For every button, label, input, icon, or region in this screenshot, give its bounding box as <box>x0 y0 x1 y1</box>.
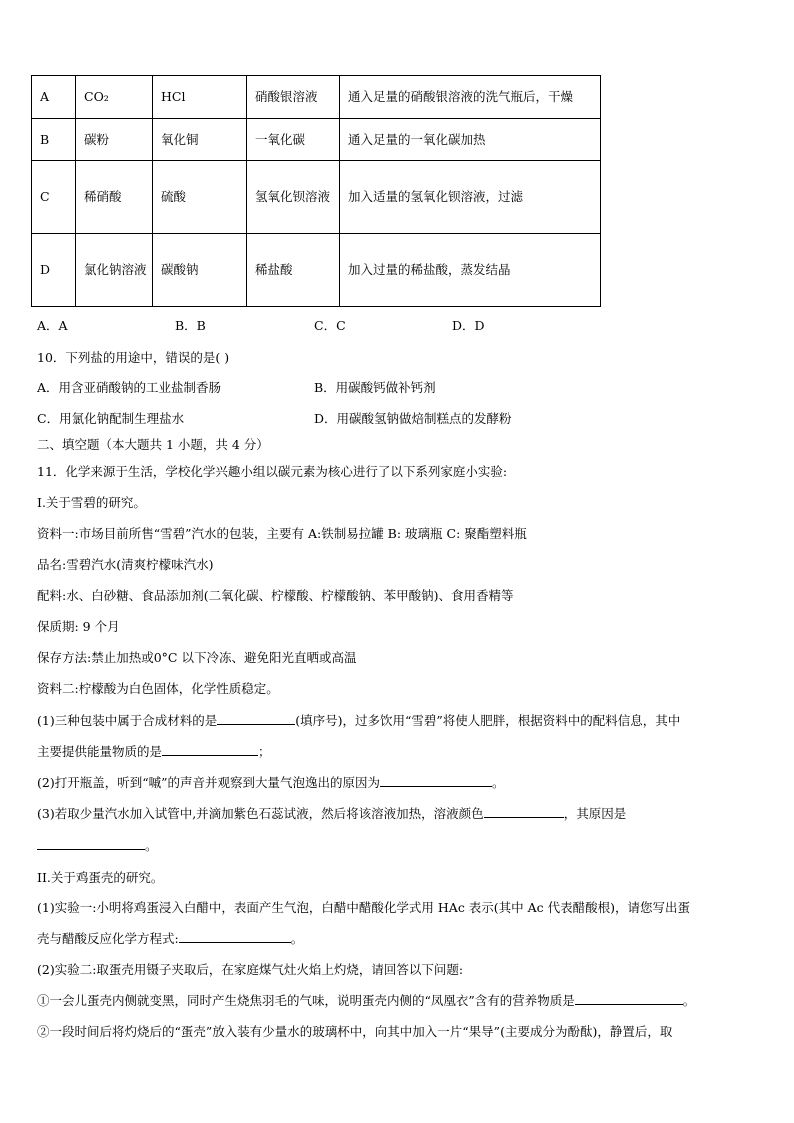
part2-title: II.关于鸡蛋壳的研究。 <box>37 870 164 885</box>
q1-text-a: (1)三种包装中属于合成材料的是 <box>37 713 218 728</box>
q11-part1-q3-cont <box>37 836 158 854</box>
q1-text-d: ； <box>258 744 271 759</box>
e1-text-c: 。 <box>290 931 304 946</box>
q3-text-b: ，其原因是 <box>563 806 627 821</box>
reagent-cell: 硝酸银溶液 <box>247 76 340 119</box>
q3-text-a: (3)若取少量汽水加入试管中,并滴加紫色石蕊试液，然后将该溶液加热，溶液颜色 <box>37 806 484 821</box>
purification-table <box>31 75 601 307</box>
q1-text-b: (填序号)，过多饮用“雪碧”将使人肥胖，根据资料中的配料信息，其中 <box>295 713 681 728</box>
row-label: A <box>32 76 76 119</box>
experiment1-cont <box>37 929 303 947</box>
method-cell: 通入足量的一氧化碳加热 <box>340 119 601 161</box>
answer-blank[interactable] <box>217 712 295 725</box>
impurity-cell: 硫酸 <box>153 161 247 234</box>
q10-stem: 10．下列盐的用途中，错误的是( ) <box>37 350 230 365</box>
q2-text-a: (2)打开瓶盖，听到“嘁”的声音并观察到大量气泡逸出的原因为 <box>37 775 380 790</box>
row-label: C <box>32 161 76 234</box>
answer-blank[interactable] <box>37 837 145 850</box>
method-cell: 通入足量的硝酸银溶液的洗气瓶后，干燥 <box>340 76 601 119</box>
answer-blank[interactable] <box>575 992 683 1005</box>
reagent-cell: 氢氧化钡溶液 <box>247 161 340 234</box>
q1-text-c: 主要提供能量物质的是 <box>37 744 163 759</box>
e2-1-text-a: ①一会儿蛋壳内侧就变黑，同时产生烧焦羽毛的气味，说明蛋壳内侧的“凤凰衣”含有的营养物质是 <box>37 993 575 1008</box>
table-row <box>32 234 601 307</box>
substance-cell: 稀硝酸 <box>76 161 153 234</box>
answer-blank[interactable] <box>484 805 564 818</box>
q10-option-a: A．用含亚硝酸钠的工业盐制香肠 <box>37 380 222 395</box>
answer-blank[interactable] <box>162 743 258 756</box>
impurity-cell: 氧化铜 <box>153 119 247 161</box>
part1-title: I.关于雪碧的研究。 <box>37 495 146 510</box>
q11-stem: 11．化学来源于生活，学校化学兴趣小组以碳元素为核心进行了以下系列家庭小实验: <box>37 464 508 479</box>
method-cell: 加入适量的氢氧化钡溶液，过滤 <box>340 161 601 234</box>
q3-text-c: 。 <box>145 838 158 853</box>
q11-part1-q2 <box>37 773 505 791</box>
q2-text-b: 。 <box>492 775 505 790</box>
reagent-cell: 一氧化碳 <box>247 119 340 161</box>
table-row <box>32 119 601 161</box>
substance-cell: CO₂ <box>76 76 153 119</box>
q11-part1-q3 <box>37 804 626 822</box>
q11-part1-q1 <box>37 711 680 729</box>
answer-blank[interactable] <box>380 774 492 787</box>
q10-option-c: C．用氯化钠配制生理盐水 <box>37 411 185 426</box>
method-cell: 加入过量的稀盐酸，蒸发结晶 <box>340 234 601 307</box>
answer-blank[interactable] <box>179 930 291 943</box>
experiment2-q1 <box>37 991 695 1009</box>
impurity-cell: HCl <box>153 76 247 119</box>
substance-cell: 碳粉 <box>76 119 153 161</box>
row-label: D <box>32 234 76 307</box>
shelf-life: 保质期: 9 个月 <box>37 619 120 634</box>
experiment2: (2)实验二:取蛋壳用镊子夹取后，在家庭煤气灶火焰上灼烧，请回答以下问题: <box>37 962 464 977</box>
reagent-cell: 稀盐酸 <box>247 234 340 307</box>
table-row <box>32 161 601 234</box>
e1-text-b: 壳与醋酸反应化学方程式: <box>37 931 179 946</box>
q9-option-c: C．C <box>314 318 346 333</box>
info2: 资料二:柠檬酸为白色固体，化学性质稳定。 <box>37 681 279 696</box>
product-name: 品名:雪碧汽水(清爽柠檬味汽水) <box>37 557 214 572</box>
q10-option-b: B．用碳酸钙做补钙剂 <box>314 380 436 395</box>
impurity-cell: 碳酸钠 <box>153 234 247 307</box>
row-label: B <box>32 119 76 161</box>
substance-cell: 氯化钠溶液 <box>76 234 153 307</box>
experiment2-q2: ②一段时间后将灼烧后的“蛋壳”放入装有少量水的玻璃杯中，向其中加入一片“果导”(主要成分为酚酞)，静置后，取 <box>37 1024 673 1039</box>
table-row <box>32 76 601 119</box>
q11-part1-q1-cont <box>37 742 271 760</box>
section-heading: 二、填空题（本大题共 1 小题，共 4 分） <box>37 437 269 452</box>
e2-1-text-b: 。 <box>682 993 696 1008</box>
q9-option-b: B．B <box>175 318 206 333</box>
experiment1: (1)实验一:小明将鸡蛋浸入白醋中，表面产生气泡，白醋中醋酸化学式用 HAc 表示(其中 Ac 代表醋酸根)，请您写出蛋 <box>37 900 691 915</box>
q10-option-d: D．用碳酸氢钠做焙制糕点的发酵粉 <box>314 411 512 426</box>
q9-option-a: A．A <box>37 318 68 333</box>
storage: 保存方法:禁止加热或0°C 以下冷冻、避免阳光直晒或高温 <box>37 650 357 665</box>
q9-option-d: D．D <box>452 318 485 333</box>
ingredients: 配料:水、白砂糖、食品添加剂(二氧化碳、柠檬酸、柠檬酸钠、苯甲酸钠)、食用香精等 <box>37 588 514 603</box>
info1: 资料一:市场目前所售“雪碧”汽水的包装，主要有 A:铁制易拉罐 B: 玻璃瓶 C: 聚酯塑料瓶 <box>37 526 527 541</box>
